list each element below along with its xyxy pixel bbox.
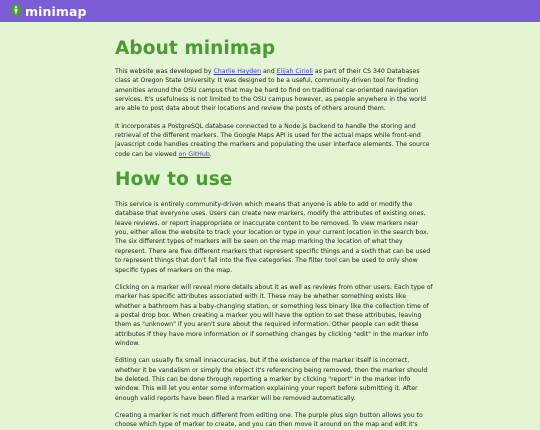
about-paragraph-1: [115, 67, 433, 114]
map-pin-person-icon: [10, 4, 22, 18]
how-to-paragraph-1: This service is entirely community-driven which means that anyone is able to add or modify the database that everyone uses. Users can create new markers, modify the attributes of existing ones, leave reviews, or report inappropriate or inaccurate content to be removed. To view markers near you, either allow the website to track your location or type in your current location in the search box. The six different types of markers will be seen on the map marking the location of what they represent. There are five different markers that represent specific things and a sixth that can be used to represent things that don't fall into the five categories. The filter tool can be used to only show specific types of markers on the map.: [115, 201, 431, 274]
how-to-paragraph-3: Editing can usually fix small innaccuracies, but if the existence of the marker itself is incorrect, whether it be vandalism or simply the object it's referencing being removed, then the marker should be deleted. This can be done through reporting a marker by clicking "report" in the marker info window. This will let you enter some information explaining your report before submitting it. After enough valid reports have been filed a marker will be removed automatically.: [115, 357, 428, 402]
site-name: minimap: [25, 3, 87, 19]
elijah-cirioli-link[interactable]: Elijah Cirioli: [276, 68, 313, 75]
how-to-use-heading: How to use: [115, 169, 233, 191]
text-span: This website was developed by: [115, 68, 214, 75]
how-to-paragraph-2: Clicking on a marker will reveal more details about it as well as reviews from other users. Each type of marker has specific attributes associated with it. These may be whether something exists like whether a bathroom has a baby-changing station, or something less binary like the collection time of a postal drop box. When creating a marker you will have the option to set these attributes, leaving them as "unknown" if you aren't sure about the required information. Other people can edit these attributes if they have more information or if something changes by clicking "edit" in the marker info window.: [115, 283, 433, 347]
top-navbar: [0, 0, 540, 22]
about-heading: About minimap: [115, 38, 276, 59]
home-link[interactable]: [10, 4, 87, 19]
main-content: [115, 38, 433, 430]
how-to-paragraph-4: Creating a marker is not much different from editing one. The purple plus sign button allows you to choose which type of marker to create, and you can then move it around on the map and edit it's: [115, 411, 423, 429]
github-link[interactable]: on GitHub: [178, 150, 210, 158]
charlie-hayden-link[interactable]: Charlie Hayden: [213, 68, 262, 75]
text-span: as part of their CS 340 Databases class at Oregon State University. It was designed to be a useful, community-driven tool for finding amenities around the OSU campus that may be hard to find on traditional car-oriented navigation services. It's usefulness is not limited to the OSU campus however, as people anywhere in the world are able to post data about their locations and review the posts of others around them.: [115, 68, 427, 113]
about-paragraph-2: [115, 122, 433, 159]
text-span: and: [261, 68, 277, 75]
text-span: It incorporates a PostgreSQL database connected to a Node.js backend to handle the storing and retrieval of the different markers. The Google Maps API is used for the actual maps while front-end javascript code handles creating the markers and populating the user interface elements. The source code can be viewed: [115, 122, 430, 158]
text-span: .: [209, 150, 212, 158]
